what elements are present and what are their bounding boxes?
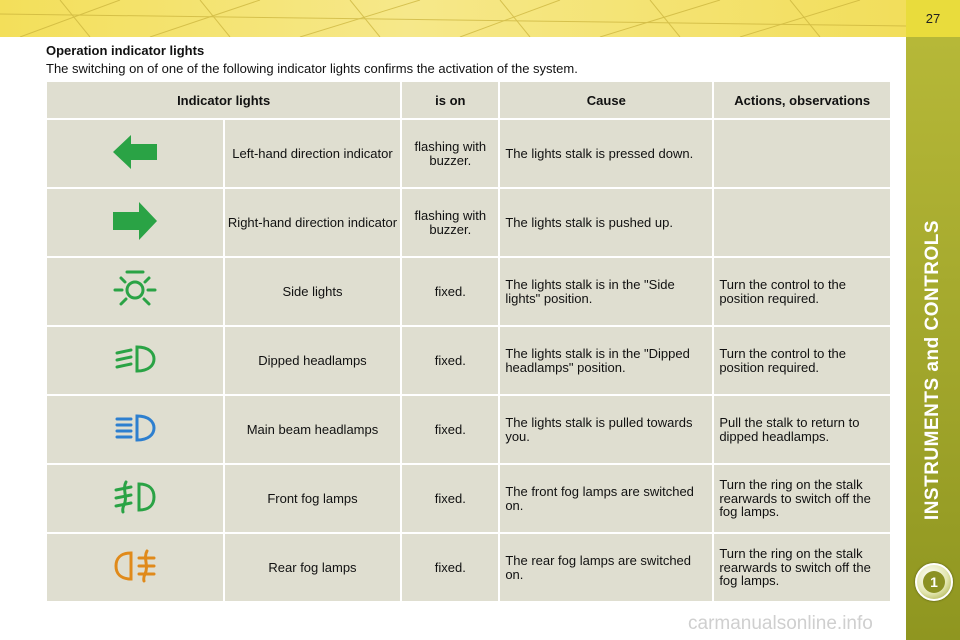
indicator-cause: The front fog lamps are switched on.	[499, 464, 713, 533]
indicator-cause: The lights stalk is in the "Side lights" position.	[499, 257, 713, 326]
chapter-badge	[915, 563, 953, 601]
rear-fog-icon	[113, 548, 157, 584]
table-row	[46, 533, 891, 602]
indicator-state: fixed.	[401, 395, 499, 464]
table-row	[46, 119, 891, 188]
indicator-name: Right-hand direction indicator	[224, 188, 402, 257]
indicator-table	[45, 80, 892, 603]
section-heading: Operation indicator lights	[46, 43, 205, 58]
indicator-action: Turn the ring on the stalk rearwards to switch off the fog lamps.	[713, 464, 891, 533]
indicator-action: Turn the ring on the stalk rearwards to switch off the fog lamps.	[713, 533, 891, 602]
indicator-state: fixed.	[401, 464, 499, 533]
indicator-state: flashing with buzzer.	[401, 119, 499, 188]
top-banner	[0, 0, 906, 37]
section-intro: The switching on of one of the following indicator lights confirms the activation of the system.	[46, 61, 578, 76]
header-is-on: is on	[401, 81, 499, 119]
table-header-row	[46, 81, 891, 119]
table-row	[46, 464, 891, 533]
indicator-action	[713, 119, 891, 188]
header-actions: Actions, observations	[713, 81, 891, 119]
table-row	[46, 188, 891, 257]
table-row	[46, 326, 891, 395]
page-number: 27	[906, 0, 960, 37]
dipped-headlamps-icon	[113, 343, 157, 375]
table-row	[46, 257, 891, 326]
indicator-cause: The lights stalk is pulled towards you.	[499, 395, 713, 464]
indicator-action: Turn the control to the position required.	[713, 326, 891, 395]
indicator-cause: The lights stalk is pushed up.	[499, 188, 713, 257]
indicator-name: Main beam headlamps	[224, 395, 402, 464]
indicator-action: Turn the control to the position required.	[713, 257, 891, 326]
indicator-state: fixed.	[401, 533, 499, 602]
indicator-name: Dipped headlamps	[224, 326, 402, 395]
indicator-cause: The rear fog lamps are switched on.	[499, 533, 713, 602]
indicator-name: Left-hand direction indicator	[224, 119, 402, 188]
indicator-state: fixed.	[401, 257, 499, 326]
header-indicator-lights: Indicator lights	[46, 81, 401, 119]
front-fog-icon	[113, 479, 157, 515]
indicator-cause: The lights stalk is pressed down.	[499, 119, 713, 188]
indicator-name: Side lights	[224, 257, 402, 326]
header-cause: Cause	[499, 81, 713, 119]
indicator-name: Front fog lamps	[224, 464, 402, 533]
indicator-state: flashing with buzzer.	[401, 188, 499, 257]
indicator-cause: The lights stalk is in the "Dipped headlamps" position.	[499, 326, 713, 395]
right-arrow-icon	[111, 200, 159, 242]
indicator-state: fixed.	[401, 326, 499, 395]
chapter-title: INSTRUMENTS and CONTROLS	[922, 219, 943, 521]
watermark: carmanualsonline.info	[688, 613, 873, 634]
indicator-action: Pull the stalk to return to dipped headlamps.	[713, 395, 891, 464]
banner-pattern	[0, 0, 906, 37]
side-lights-icon	[113, 268, 157, 312]
left-arrow-icon	[111, 133, 159, 171]
main-beam-icon	[113, 412, 157, 444]
table-row	[46, 395, 891, 464]
indicator-action	[713, 188, 891, 257]
indicator-name: Rear fog lamps	[224, 533, 402, 602]
chapter-number: 1	[923, 571, 945, 593]
